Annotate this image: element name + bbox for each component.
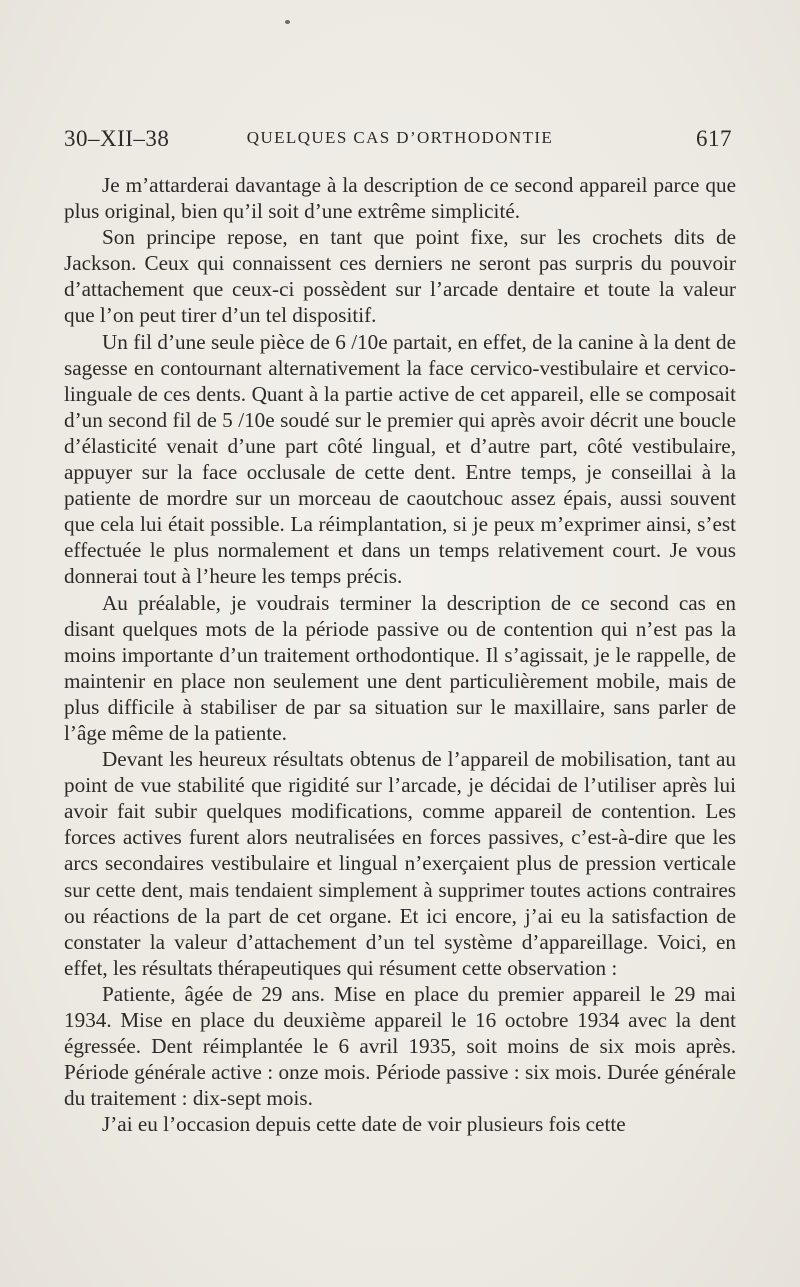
paragraph: Au préalable, je voudrais terminer la description de ce second cas en disant quelques mots de la période passive ou de contention qui n’est pas la moins importante d’un traitement orthodontique. Il s’agissait, je le rappelle, de maintenir en place non seulement une dent particulièrement mobile, mais de plus difficile à stabiliser de par sa situation sur le maxillaire, sans parler de l’âge même de la patiente. — [64, 590, 736, 745]
paragraph: Son principe repose, en tant que point fixe, sur les crochets dits de Jackson. Ceux qui connaissent ces derniers ne seront pas surpris du pouvoir d’attachement que ceux-ci possèdent sur l’arcade dentaire et toute la valeur que l’on peut tirer d’un tel dispositif. — [64, 225, 736, 328]
running-head — [64, 126, 736, 156]
paragraph: Je m’attarderai davantage à la description de ce second appareil parce que plus original, bien qu’il soit d’une extrême simplicité. — [64, 173, 736, 224]
body-text — [64, 172, 736, 1137]
paragraph: J’ai eu l’occasion depuis cette date de voir plusieurs fois cette — [102, 1112, 626, 1137]
paragraph: Devant les heureux résultats obtenus de l’appareil de mobilisation, tant au point de vue stabilité que rigidité sur l’arcade, je décidai de l’utiliser après lui avoir fait subir quelques modifications, comme appareil de contention. Les forces actives furent alors neutralisées en forces passives, c’est-à-dire que les arcs secondaires vestibulaire et lingual n’exerçaient plus de pression verticale sur cette dent, mais tendaient simplement à supprimer toutes actions contraires ou réactions de la part de cet organe. Et ici encore, j’ai eu la satisfaction de constater la valeur d’attachement d’un tel système d’appareillage. Voici, en effet, les résultats thérapeutiques qui résument cette observation : — [64, 747, 736, 980]
header-title: QUELQUES CAS D’ORTHODONTIE — [246, 128, 554, 147]
ink-speck — [285, 20, 290, 24]
header-date: 30–XII–38 — [64, 126, 170, 151]
paragraph: Un fil d’une seule pièce de 6 /10e partait, en effet, de la canine à la dent de sagesse en contournant alternativement la face cervico-vestibulaire et cervico-linguale de ces dents. Quant à la partie active de cet appareil, elle se composait d’un second fil de 5 /10e soudé sur le premier qui après avoir décrit une boucle d’élasticité venait d’une part côté lingual, et d’autre part, côté vestibulaire, appuyer sur la face occlusale de cette dent. Entre temps, je conseillai à la patiente de mordre sur un morceau de caoutchouc assez épais, aussi souvent que cela lui était possible. La réimplantation, si je peux m’exprimer ainsi, s’est effectuée le plus normalement et dans un temps relativement court. Je vous donnerai tout à l’heure les temps précis. — [64, 329, 736, 589]
paragraph: Patiente, âgée de 29 ans. Mise en place du premier appareil le 29 mai 1934. Mise en place du deuxième appareil le 16 octobre 1934 avec la dent égressée. Dent réimplantée le 6 avril 1935, soit moins de six mois après. Période générale active : onze mois. Période passive : six mois. Durée générale du traitement : dix-sept mois. — [64, 981, 736, 1111]
page-number: 617 — [696, 126, 732, 151]
